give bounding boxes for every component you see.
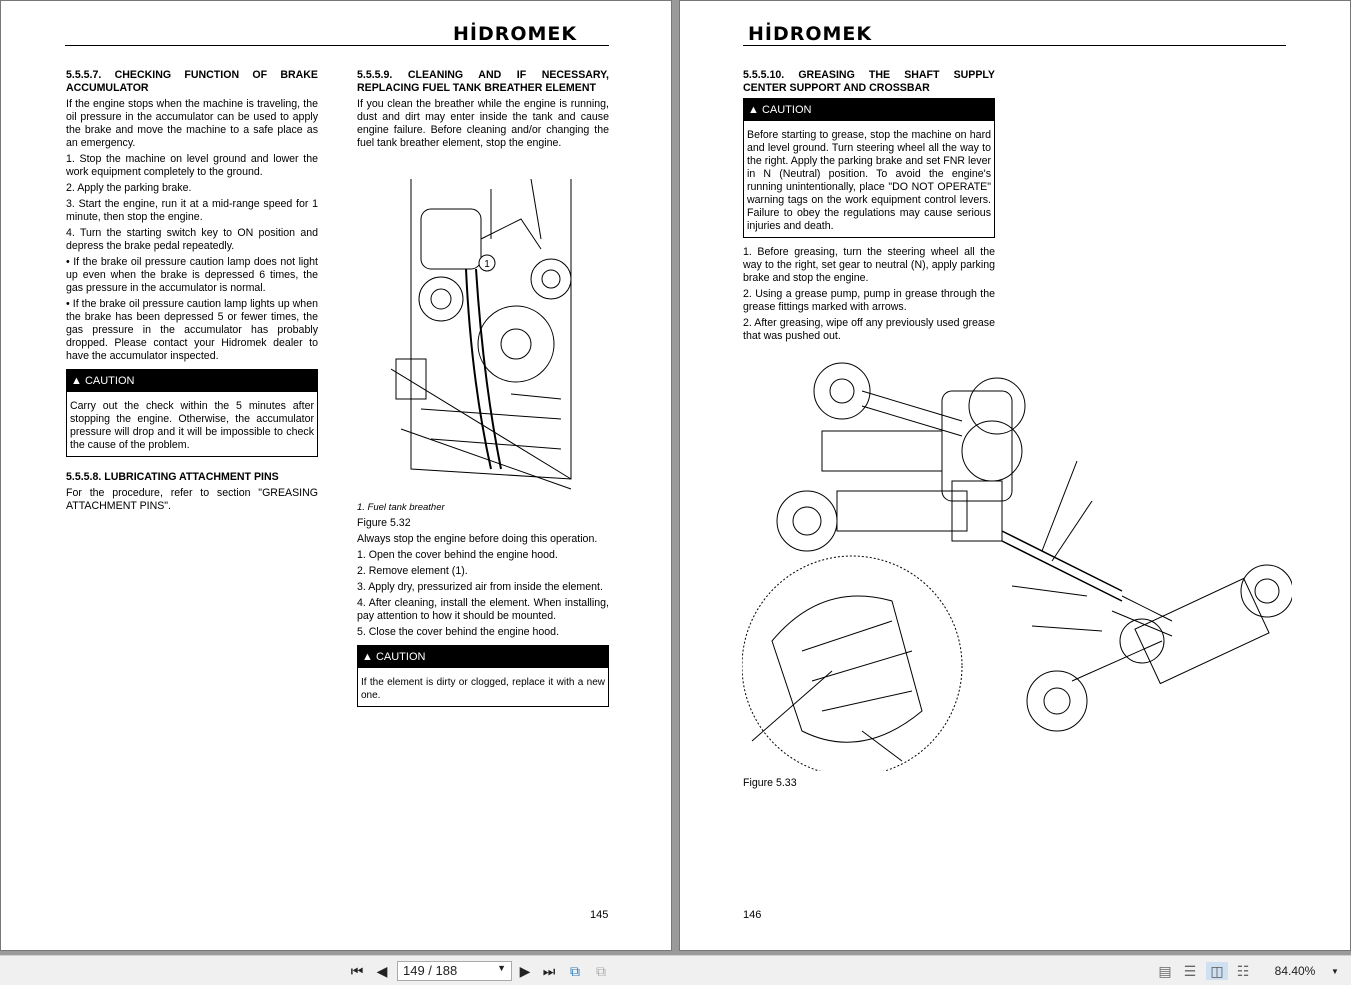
caution-box [743,98,995,238]
zoom-level[interactable]: 84.40% [1274,964,1316,978]
facing-icon[interactable]: ◫ [1206,962,1228,980]
figure-label-wrap [743,777,995,793]
zoom-dropdown-icon[interactable]: ▼ [1331,966,1339,976]
warning-icon: ▲ [71,375,82,387]
figure-caption: 1. Fuel tank breather [357,502,445,513]
bullet: • If the brake oil pressure caution lamp lights up when the brake has been depressed 5 or fewer times, the gas pressure in the accumulator has probably dropped. Please contact your Hidromek dealer to have the accumulator inspected. [66,298,318,362]
warning-icon: ▲ [748,104,759,116]
chevron-down-icon[interactable]: ▼ [497,963,506,973]
step: 2. Using a grease pump, pump in grease through the grease fittings marked with arrows. [743,288,995,313]
prev-view-icon[interactable]: ⧉ [570,962,580,979]
caution-box [357,645,609,707]
page-number: 146 [743,909,762,921]
left-column [66,69,318,516]
section-title: 5.5.5.8. LUBRICATING ATTACHMENT PINS [66,471,279,483]
step: 3. Start the engine, run it at a mid-range speed for 1 minute, then stop the engine. [66,198,318,223]
pdf-page-145 [0,0,672,951]
caution-text: Carry out the check within the 5 minutes after stopping the engine. Otherwise, the accumulator pressure will drop and it will be impossible to check the cause of the problem. [70,400,314,451]
caution-text: Before starting to grease, stop the machine on hard and level ground. Turn steering wheel all the way to the right. Apply the parking brake and set FNR lever in N (Neutral) position. To avoid the engine's running unintentionally, place "DO NOT OPERATE" warning tags on the work equipment control levers. Failure to obey the regulations may cause serious injuries and death. [747,129,991,232]
next-view-icon[interactable]: ⧉ [596,962,606,979]
paragraph: If the engine stops when the machine is traveling, the oil pressure in the accumulator can be used to apply the brake and move the machine to a safe place as an emergency. [66,98,318,149]
section-title: 5.5.5.10. GREASING THE SHAFT SUPPLY CENTER SUPPORT AND CROSSBAR [743,69,995,94]
page-field-value: 149 / 188 [403,963,458,978]
header-rule [65,45,609,46]
step: 1. Stop the machine on level ground and lower the work equipment completely to the ground. [66,153,318,178]
callout-number: 1 [484,259,490,270]
header-rule [743,45,1286,46]
pdf-toolbar [0,955,1351,985]
caution-title: CAUTION [375,651,426,663]
next-page-icon[interactable]: ▶ [519,962,531,979]
caution-text: If the element is dirty or clogged, replace it with a new one. [361,677,605,701]
single-page-icon[interactable]: ▤ [1158,962,1172,979]
paragraph: For the procedure, refer to section "GREASING ATTACHMENT PINS". [66,487,318,512]
hidromek-logo: HİDROMEK [453,23,578,45]
page-number-field[interactable] [397,961,512,981]
engine-breather-figure [391,179,575,495]
last-page-icon[interactable]: ⏭ [542,962,556,979]
step: 1. Before greasing, turn the steering wheel all the way to the right, set gear to neutral (N), apply parking brake and stop the engine. [743,246,995,284]
continuous-facing-icon[interactable]: ☷ [1236,962,1250,979]
step: 2. After greasing, wipe off any previously used grease that was pushed out. [743,317,995,342]
caution-title: CAUTION [84,375,135,387]
hidromek-logo: HİDROMEK [748,23,873,45]
step: 3. Apply dry, pressurized air from inside the element. [357,581,603,593]
step: 4. Turn the starting switch key to ON position and depress the brake pedal repeatedly. [66,227,318,252]
step: 4. After cleaning, install the element. When installing, pay attention to how it should be mounted. [357,597,609,622]
caution-box [66,369,318,457]
section-title: 5.5.5.7. CHECKING FUNCTION OF BRAKE ACCUMULATOR [66,69,318,94]
text-column [743,69,995,346]
step: 2. Remove element (1). [357,565,468,577]
bullet: • If the brake oil pressure caution lamp does not light up even when the brake is depressed 6 times, the gas pressure in the accumulator is normal. [66,256,318,294]
warning-icon: ▲ [362,651,373,663]
prev-page-icon[interactable]: ◀ [376,962,388,979]
right-column-lower [357,501,609,715]
continuous-icon[interactable]: ☰ [1183,962,1197,979]
right-column [357,69,609,153]
first-page-icon[interactable]: ⏮ [350,962,364,979]
section-title: 5.5.5.9. CLEANING AND IF NECESSARY, REPLACING FUEL TANK BREATHER ELEMENT [357,69,609,94]
figure-label: Figure 5.33 [743,777,797,789]
paragraph: If you clean the breather while the engine is running, dust and dirt may enter inside the tank and cause engine failure. Before cleaning and/or changing the fuel tank breather element, stop the engine. [357,98,609,149]
paragraph: Always stop the engine before doing this operation. [357,533,598,545]
axle-driveshaft-figure [742,351,1292,771]
figure-label: Figure 5.32 [357,517,411,529]
pdf-page-146 [679,0,1351,951]
caution-title: CAUTION [761,104,812,116]
step: 2. Apply the parking brake. [66,182,192,194]
step: 5. Close the cover behind the engine hood. [357,626,560,638]
page-number: 145 [590,909,609,921]
step: 1. Open the cover behind the engine hood. [357,549,558,561]
